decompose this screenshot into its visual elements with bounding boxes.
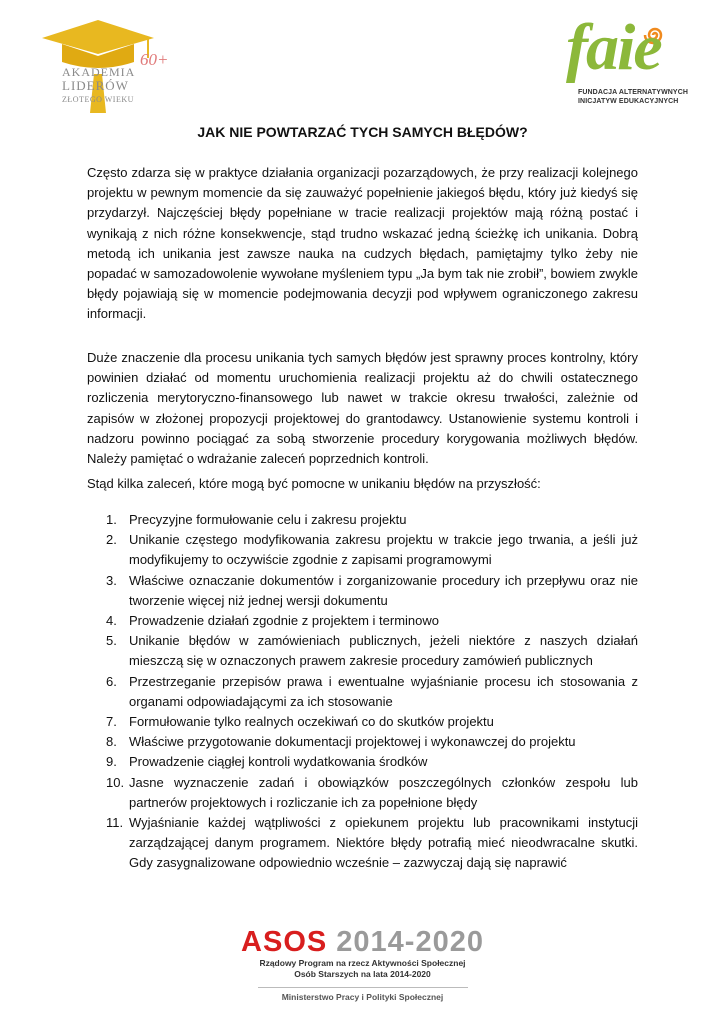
list-item-text: Prowadzenie działań zgodnie z projektem i terminowo xyxy=(129,613,439,629)
list-item-text: Właściwe oznaczanie dokumentów i zorganizowanie procedury ich przepływu oraz nie tworzenie więcej niż jednej wersji dokumentu xyxy=(129,572,638,608)
paragraph-1: Często zdarza się w praktyce działania organizacji pozarządowych, że przy realizacji kolejnego projektu w pewnym momencie da się zauważyć popełnienie jakiegoś błędu, który już kiedyś się przydarzył. Najczęściej błędy popełniane w tracie realizacji projektów mają różną postać i wynikają z nich różne konsekwencje, stąd trudno wskazać jedną ścieżkę ich unikania. Dobrą metodą ich unikania jest zawsze nauka na cudzych błędach, pamiętajmy tylko żeby nie popadać w samozadowolenie wywołane myśleniem typu „Ja bym tak nie zrobił”, bowiem zwykle błędy pojawiają się w momencie podejmowania decyzji pod wpływem ograniczonego zakresu informacji. xyxy=(87,165,638,322)
list-item xyxy=(87,752,638,772)
list-item-number: 7. xyxy=(106,714,117,730)
list-item xyxy=(87,672,638,712)
logo-badge-60: 60+ xyxy=(140,50,169,69)
list-item-number: 8. xyxy=(106,734,117,750)
list-item-number: 3. xyxy=(106,572,117,588)
list-item-number: 1. xyxy=(106,512,117,527)
logo-text-akademia: AKADEMIA xyxy=(62,65,136,79)
list-item-number: 11. xyxy=(106,815,124,831)
list-item-number: 9. xyxy=(106,754,117,770)
asos-label: ASOS xyxy=(241,926,328,958)
list-item xyxy=(87,510,638,530)
list-item-number: 10. xyxy=(106,774,125,790)
list-item xyxy=(87,631,638,671)
list-item-text: Przestrzeganie przepisów prawa i ewentualne wyjaśnianie procesu ich stosowania z organami odpowiadającymi za ich stosowanie xyxy=(129,673,638,709)
document-title: JAK NIE POWTARZAĆ TYCH SAMYCH BŁĘDÓW? xyxy=(197,124,528,140)
faie-subtitle-2: INICJATYW EDUKACYJNYCH xyxy=(578,98,679,105)
paragraph-2: Duże znaczenie dla procesu unikania tych samych błędów jest sprawny proces kontrolny, który powinien działać od momentu uruchomienia realizacji projektu aż do chwili ostatecznego rozliczenia merytoryczno-finansowego lub nawet w trakcie okresu trwałości, zależnie od zapisów w złożonej propozycji projektowej do grantodawcy. Ustanowienie systemu kontroli i nadzoru powinno pociągać za sobą stworzenie procedury korygowania możliwych błędów. Należy pamiętać o wdrażanie zaleceń poprzednich kontroli. xyxy=(87,350,638,467)
ministry-name: Ministerstwo Pracy i Polityki Społecznej xyxy=(281,992,444,1002)
list-item-text: Właściwe przygotowanie dokumentacji projektowej i wykonawczej do projektu xyxy=(129,734,576,750)
logo-text-liderow: LIDERÓW xyxy=(62,78,129,93)
program-name-line-2: Osób Starszych na lata 2014-2020 xyxy=(294,969,431,979)
program-name-line-1: Rządowy Program na rzecz Aktywności Społecznej xyxy=(259,958,466,968)
list-item-text: Prowadzenie ciągłej kontroli wydatkowania środków xyxy=(129,754,428,770)
list-item xyxy=(87,732,638,752)
list-item xyxy=(87,571,638,611)
list-item-text: Unikanie błędów w zamówieniach publicznych, jeżeli niektóre z naszych działań mieszczą się w oznaczonych prawem zakresie procedury zamówień publicznych xyxy=(129,633,638,669)
list-item-number: 2. xyxy=(106,532,117,548)
logo-text-zlotego-wieku: ZŁOTEGO WIEKU xyxy=(62,95,134,104)
list-item xyxy=(87,813,638,874)
footer-divider xyxy=(258,987,468,988)
list-item xyxy=(87,773,638,813)
list-item-text: Wyjaśnianie każdej wątpliwości z opiekunem projektu lub pracownikami instytucji zarządzającej danym programem. Niektóre błędy potrafią mieć nieodwracalne skutki. Gdy zasygnalizowane odpowiednio wcześnie – zazwyczaj dają się naprawić xyxy=(129,815,638,871)
akademia-liderow-logo xyxy=(36,18,176,118)
asos-years: 2014-2020 xyxy=(336,926,484,958)
faie-logo xyxy=(552,11,692,114)
list-intro: Stąd kilka zaleceń, które mogą być pomocne w unikaniu błędów na przyszłość: xyxy=(87,476,541,491)
list-item-text: Precyzyjne formułowanie celu i zakresu projektu xyxy=(129,512,407,527)
list-item xyxy=(87,611,638,631)
list-item-number: 5. xyxy=(106,633,117,649)
list-item-text: Formułowanie tylko realnych oczekiwań co do skutków projektu xyxy=(129,714,494,730)
list-item xyxy=(87,530,638,570)
list-item-number: 6. xyxy=(106,673,117,689)
asos-footer-logo xyxy=(0,926,725,1002)
asos-title xyxy=(0,926,725,958)
recommendations-list xyxy=(87,510,638,874)
faie-wordmark: faie xyxy=(566,11,661,84)
list-item-text: Jasne wyznaczenie zadań i obowiązków poszczególnych członków zespołu lub partnerów projektowych i rozliczanie ich za popełnione błędy xyxy=(129,774,638,810)
list-item-text: Unikanie częstego modyfikowania zakresu projektu w trakcie jego trwania, a jeśli już modyfikujemy to oczywiście zgodnie z zapisami programowymi xyxy=(129,532,638,568)
faie-subtitle-1: FUNDACJA ALTERNATYWNYCH xyxy=(578,89,689,96)
list-item xyxy=(87,712,638,732)
list-item-number: 4. xyxy=(106,613,117,629)
